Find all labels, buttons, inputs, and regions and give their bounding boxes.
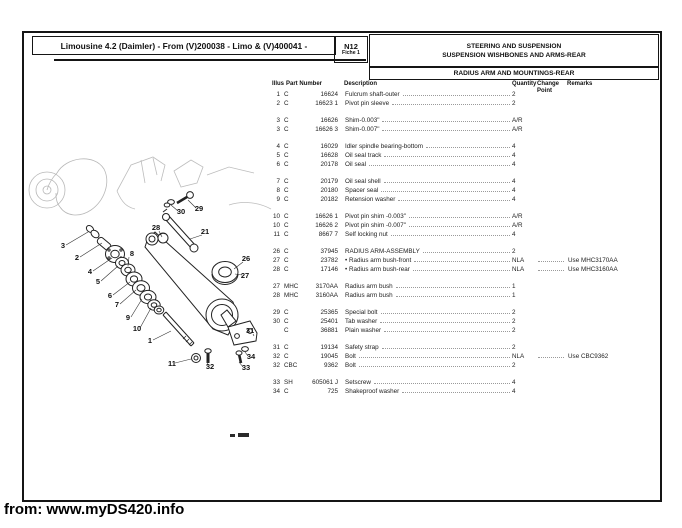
table-row <box>270 307 658 316</box>
parts-group <box>270 342 658 369</box>
dotted-leader <box>382 130 510 131</box>
callout-label-30: 30 <box>176 207 186 216</box>
cell-description-wrap <box>345 161 512 168</box>
table-row <box>270 386 658 395</box>
cell-description: Pivot pin shim -0.007" <box>345 222 407 229</box>
table-row <box>270 150 658 159</box>
cell-part-number: 16626 <box>320 117 338 124</box>
ghost-chassis-bracket <box>117 157 271 209</box>
cell-prefix: C <box>284 248 289 255</box>
cell-illus: 29 <box>272 309 280 316</box>
callout-label-5: 5 <box>95 277 101 286</box>
table-row <box>270 98 658 107</box>
cell-part-number: 37945 <box>320 248 338 255</box>
cell-description: Spacer seal <box>345 187 379 194</box>
cell-prefix: C <box>284 266 289 273</box>
cell-illus: 33 <box>272 379 280 386</box>
cell-part-number: 20182 <box>320 196 338 203</box>
callout-label-4: 4 <box>87 267 93 276</box>
source-note: from: www.myDS420.info <box>4 501 185 518</box>
cell-part-number: 8667 7 <box>318 231 338 238</box>
table-row <box>270 115 658 124</box>
fiche-reference <box>334 36 368 63</box>
cell-description: Safety strap <box>345 344 379 351</box>
cell-quantity: 4 <box>512 187 516 194</box>
cell-prefix: C <box>284 231 289 238</box>
dotted-leader <box>384 331 510 332</box>
page-title: Limousine 4.2 (Daimler) - From (V)200038 - Limo & (V)400041 - <box>32 36 336 55</box>
cell-illus: 3 <box>276 126 280 133</box>
cell-description-wrap <box>345 283 512 290</box>
cell-part-number: 23782 <box>320 257 338 264</box>
cell-description-wrap <box>345 231 512 238</box>
cell-part-number: 725 <box>327 388 338 395</box>
column-header-illus: Illus <box>272 81 285 87</box>
cell-prefix: C <box>284 178 289 185</box>
column-header-quantity: Quantity <box>512 81 537 87</box>
dotted-leader <box>413 270 510 271</box>
cell-illus: 7 <box>276 178 280 185</box>
cell-illus: 27 <box>272 283 280 290</box>
cell-quantity: 4 <box>512 388 516 395</box>
cell-remarks: Use MHC3160AA <box>568 266 618 273</box>
cell-illus: 34 <box>272 388 280 395</box>
cell-description: Shim-0.007" <box>345 126 380 133</box>
table-row <box>270 325 658 334</box>
callout-leader-6 <box>113 282 130 295</box>
cell-part-number: 36881 <box>320 327 338 334</box>
cell-prefix: CBC <box>284 362 298 369</box>
callout-label-1: 1 <box>147 336 153 345</box>
cell-description: Retension washer <box>345 196 396 203</box>
cell-description-wrap <box>345 187 512 194</box>
cell-description: RADIUS ARM-ASSEMBLY <box>345 248 420 255</box>
cell-description: Self locking nut <box>345 231 388 238</box>
cell-description-wrap <box>345 143 512 150</box>
subsection-header: RADIUS ARM AND MOUNTINGS-REAR <box>369 67 659 80</box>
dotted-leader <box>409 226 510 227</box>
parts-table <box>270 89 658 403</box>
cell-illus: 10 <box>272 222 280 229</box>
cell-description: • Radius arm bush-front <box>345 257 412 264</box>
cell-illus: 2 <box>276 100 280 107</box>
column-header-remarks: Remarks <box>567 81 593 87</box>
column-header-change-point: Change Point <box>537 81 560 94</box>
cell-quantity: A/R <box>512 213 523 220</box>
cell-illus: 26 <box>272 248 280 255</box>
parts-group <box>270 141 658 168</box>
table-row <box>270 194 658 203</box>
cell-quantity: 4 <box>512 379 516 386</box>
dotted-leader <box>414 261 510 262</box>
cell-description: Bolt <box>345 353 356 360</box>
column-header-part-number: Part Number <box>286 81 323 87</box>
callout-leader-5 <box>101 266 118 281</box>
dotted-leader <box>380 322 510 323</box>
cell-quantity: NLA <box>512 257 525 264</box>
section-line-2: SUSPENSION WISHBONES AND ARMS-REAR <box>442 51 586 59</box>
cell-description-wrap <box>345 309 512 316</box>
callout-label-3: 3 <box>60 241 66 250</box>
cell-description-wrap <box>345 266 512 273</box>
callout-label-11: 11 <box>168 359 176 368</box>
ghost-axle-housing <box>29 159 107 215</box>
table-row <box>270 246 658 255</box>
cell-description-wrap <box>345 213 512 220</box>
table-row <box>270 159 658 168</box>
cell-illus: 28 <box>272 266 280 273</box>
cell-part-number: 3160AA <box>315 292 338 299</box>
table-row <box>270 124 658 133</box>
cell-prefix: MHC <box>284 292 299 299</box>
cell-quantity: 2 <box>512 309 516 316</box>
dotted-leader <box>369 165 510 166</box>
callout-leader-3 <box>66 232 88 245</box>
cell-illus: 30 <box>272 318 280 325</box>
cell-illus: 28 <box>272 292 280 299</box>
cell-prefix: C <box>284 318 289 325</box>
exploded-diagram <box>24 145 276 397</box>
cell-part-number: 19045 <box>320 353 338 360</box>
callout-label-29: 29 <box>194 204 204 213</box>
section-header <box>369 34 659 67</box>
dotted-leader <box>381 191 510 192</box>
cell-part-number: 16626 2 <box>315 222 338 229</box>
cell-illus: 32 <box>272 362 280 369</box>
cell-prefix: C <box>284 353 289 360</box>
callout-label-27: 27 <box>240 271 250 280</box>
parts-group <box>270 176 658 203</box>
callout-label-32: 32 <box>205 362 215 371</box>
dotted-leader <box>396 287 510 288</box>
dotted-leader <box>409 217 510 218</box>
cell-description-wrap <box>345 327 512 334</box>
cell-prefix: C <box>284 309 289 316</box>
cell-quantity: 1 <box>512 283 516 290</box>
cell-part-number: 9362 <box>323 362 338 369</box>
cell-description: Bolt <box>345 362 356 369</box>
parts-group <box>270 281 658 299</box>
cell-part-number: 20179 <box>320 178 338 185</box>
cell-quantity: 2 <box>512 344 516 351</box>
table-row <box>270 211 658 220</box>
callout-label-9: 9 <box>125 313 131 322</box>
cell-description: Oil seal track <box>345 152 382 159</box>
cell-description: Shim-0.003" <box>345 117 380 124</box>
cell-description-wrap <box>345 91 512 98</box>
cell-description-wrap <box>345 248 512 255</box>
cell-description-wrap <box>345 257 512 264</box>
table-row <box>270 360 658 369</box>
cell-description-wrap <box>345 117 512 124</box>
dotted-leader <box>374 383 510 384</box>
cell-quantity: 1 <box>512 292 516 299</box>
dotted-leader <box>398 200 510 201</box>
fiche-sheet: Fiche 1 <box>342 49 360 56</box>
cell-prefix: C <box>284 327 289 334</box>
cell-illus: 11 <box>273 231 280 238</box>
cell-quantity: 2 <box>512 362 516 369</box>
table-row <box>270 281 658 290</box>
table-row <box>270 229 658 238</box>
cell-quantity: A/R <box>512 222 523 229</box>
cell-description: Setscrew <box>345 379 371 386</box>
table-row <box>270 89 658 98</box>
cell-illus: 9 <box>276 196 280 203</box>
cell-description: Oil seal <box>345 161 366 168</box>
fiche-code: N12 <box>344 41 358 51</box>
cell-prefix: C <box>284 222 289 229</box>
cell-part-number: 20178 <box>320 161 338 168</box>
table-row <box>270 176 658 185</box>
dotted-leader <box>402 392 510 393</box>
cell-quantity: 2 <box>512 327 516 334</box>
table-row <box>270 316 658 325</box>
cell-description: Pivot pin shim -0.003" <box>345 213 407 220</box>
cell-illus: 6 <box>276 161 280 168</box>
dotted-leader <box>391 235 510 236</box>
column-header-description: Description <box>344 81 378 87</box>
cell-illus: 10 <box>272 213 280 220</box>
callout-label-31: 31 <box>245 326 255 335</box>
cell-change-point <box>538 351 564 358</box>
parts-group <box>270 115 658 133</box>
cell-part-number: 16628 <box>320 152 338 159</box>
cell-description: Oil seal shell <box>345 178 381 185</box>
parts-group <box>270 211 658 238</box>
cell-quantity: A/R <box>512 126 523 133</box>
table-row <box>270 220 658 229</box>
cell-description: Special bolt <box>345 309 378 316</box>
cell-part-number: 16623 1 <box>315 100 338 107</box>
dotted-leader <box>392 104 510 105</box>
dotted-leader <box>396 296 510 297</box>
cell-prefix: C <box>284 126 289 133</box>
parts-group <box>270 377 658 395</box>
cell-prefix: C <box>284 187 289 194</box>
dotted-leader <box>381 313 510 314</box>
dotted-leader <box>384 156 510 157</box>
cell-description: Radius arm bush <box>345 283 393 290</box>
table-row <box>270 185 658 194</box>
cell-illus: 1 <box>276 91 280 98</box>
cell-part-number: 16029 <box>320 143 338 150</box>
callout-label-33: 33 <box>241 363 251 372</box>
cell-prefix: C <box>284 213 289 220</box>
cell-prefix: MHC <box>284 283 299 290</box>
dotted-leader <box>426 147 510 148</box>
section-line-1: STEERING AND SUSPENSION <box>466 42 562 50</box>
cell-change-point <box>538 264 564 271</box>
cell-illus: 4 <box>276 143 280 150</box>
cell-quantity: 4 <box>512 178 516 185</box>
callout-leader-11 <box>175 359 191 363</box>
cell-description: Tab washer <box>345 318 378 325</box>
callout-label-34: 34 <box>246 352 256 361</box>
cell-part-number: 16626 1 <box>315 213 338 220</box>
cell-quantity: 4 <box>512 161 516 168</box>
cell-description-wrap <box>345 100 512 107</box>
cell-quantity: 2 <box>512 318 516 325</box>
cell-description-wrap <box>345 318 512 325</box>
callout-label-21: 21 <box>200 227 210 236</box>
callout-label-28: 28 <box>151 223 161 232</box>
cell-description-wrap <box>345 178 512 185</box>
table-row <box>270 377 658 386</box>
cell-description: Shakeproof washer <box>345 388 400 395</box>
cell-part-number: 17146 <box>320 266 338 273</box>
cell-prefix: C <box>284 388 289 395</box>
cell-quantity: NLA <box>512 353 525 360</box>
diagram-parts <box>85 192 257 363</box>
cell-change-point <box>538 255 564 262</box>
callout-label-6: 6 <box>107 291 113 300</box>
cell-part-number: 16626 3 <box>315 126 338 133</box>
callout-label-10: 10 <box>132 324 142 333</box>
cell-prefix: C <box>284 152 289 159</box>
cell-illus: 27 <box>272 257 280 264</box>
cell-illus: 32 <box>272 353 280 360</box>
cell-description-wrap <box>345 362 512 369</box>
catalog-page <box>22 31 662 502</box>
cell-quantity: 2 <box>512 100 516 107</box>
table-row <box>270 290 658 299</box>
cell-remarks: Use MHC3170AA <box>568 257 618 264</box>
cell-quantity: NLA <box>512 266 525 273</box>
dotted-leader <box>403 95 510 96</box>
parts-group <box>270 307 658 334</box>
cell-quantity: 2 <box>512 248 516 255</box>
cell-quantity: 4 <box>512 231 516 238</box>
callout-label-7: 7 <box>114 300 120 309</box>
table-row <box>270 141 658 150</box>
cell-prefix: C <box>284 91 289 98</box>
cell-prefix: C <box>284 257 289 264</box>
dotted-leader <box>359 357 510 358</box>
cell-description-wrap <box>345 222 512 229</box>
callout-leader-10 <box>140 308 151 328</box>
cell-description: • Radius arm bush-rear <box>345 266 410 273</box>
cell-part-number: 16624 <box>320 91 338 98</box>
table-row <box>270 342 658 351</box>
table-row <box>270 255 658 264</box>
cell-description: Fulcrum shaft-outer <box>345 91 400 98</box>
callout-label-8: 8 <box>129 249 135 258</box>
cell-prefix: C <box>284 117 289 124</box>
cell-description-wrap <box>345 353 512 360</box>
cell-description-wrap <box>345 344 512 351</box>
cell-part-number: 20180 <box>320 187 338 194</box>
cell-illus: 31 <box>272 344 280 351</box>
cell-description: Pivot pin sleeve <box>345 100 390 107</box>
dotted-leader <box>384 182 510 183</box>
callout-label-26: 26 <box>241 254 251 263</box>
callout-leader-1 <box>153 331 171 340</box>
cell-illus: 5 <box>276 152 280 159</box>
cell-description: Plain washer <box>345 327 382 334</box>
cell-description-wrap <box>345 379 512 386</box>
cell-part-number: 19134 <box>320 344 338 351</box>
cell-description-wrap <box>345 126 512 133</box>
cell-part-number: 605061 J <box>312 379 338 386</box>
cell-description-wrap <box>345 152 512 159</box>
dotted-leader <box>382 348 510 349</box>
cell-quantity: 4 <box>512 143 516 150</box>
cell-illus: 3 <box>276 117 280 124</box>
table-row <box>270 351 658 360</box>
cell-quantity: 4 <box>512 152 516 159</box>
callout-label-2: 2 <box>74 253 80 262</box>
cell-part-number: 25401 <box>320 318 338 325</box>
cell-part-number: 25365 <box>320 309 338 316</box>
cell-description-wrap <box>345 388 512 395</box>
cell-description: Idler spindle bearing-bottom <box>345 143 424 150</box>
cell-quantity: A/R <box>512 117 523 124</box>
cell-description-wrap <box>345 292 512 299</box>
dotted-leader <box>423 252 510 253</box>
cell-description-wrap <box>345 196 512 203</box>
cell-remarks: Use CBC9362 <box>568 353 609 360</box>
cell-part-number: 3170AA <box>315 283 338 290</box>
cell-prefix: C <box>284 196 289 203</box>
cell-quantity: 2 <box>512 91 516 98</box>
callout-leader-2 <box>80 243 102 257</box>
callout-leader-9 <box>131 299 142 317</box>
cell-prefix: C <box>284 161 289 168</box>
cell-prefix: C <box>284 100 289 107</box>
callout-leader-7 <box>120 290 136 304</box>
cell-prefix: C <box>284 143 289 150</box>
tiny-stamp-mark <box>230 433 249 437</box>
parts-group <box>270 89 658 107</box>
dotted-leader <box>382 121 510 122</box>
parts-group <box>270 246 658 273</box>
cell-description: Radius arm bush <box>345 292 393 299</box>
cell-prefix: SH <box>284 379 293 386</box>
cell-illus: 8 <box>276 187 280 194</box>
cell-prefix: C <box>284 344 289 351</box>
callout-leader-4 <box>93 258 112 271</box>
table-row <box>270 264 658 273</box>
title-underline <box>54 59 366 61</box>
dotted-leader <box>359 366 510 367</box>
cell-quantity: 4 <box>512 196 516 203</box>
